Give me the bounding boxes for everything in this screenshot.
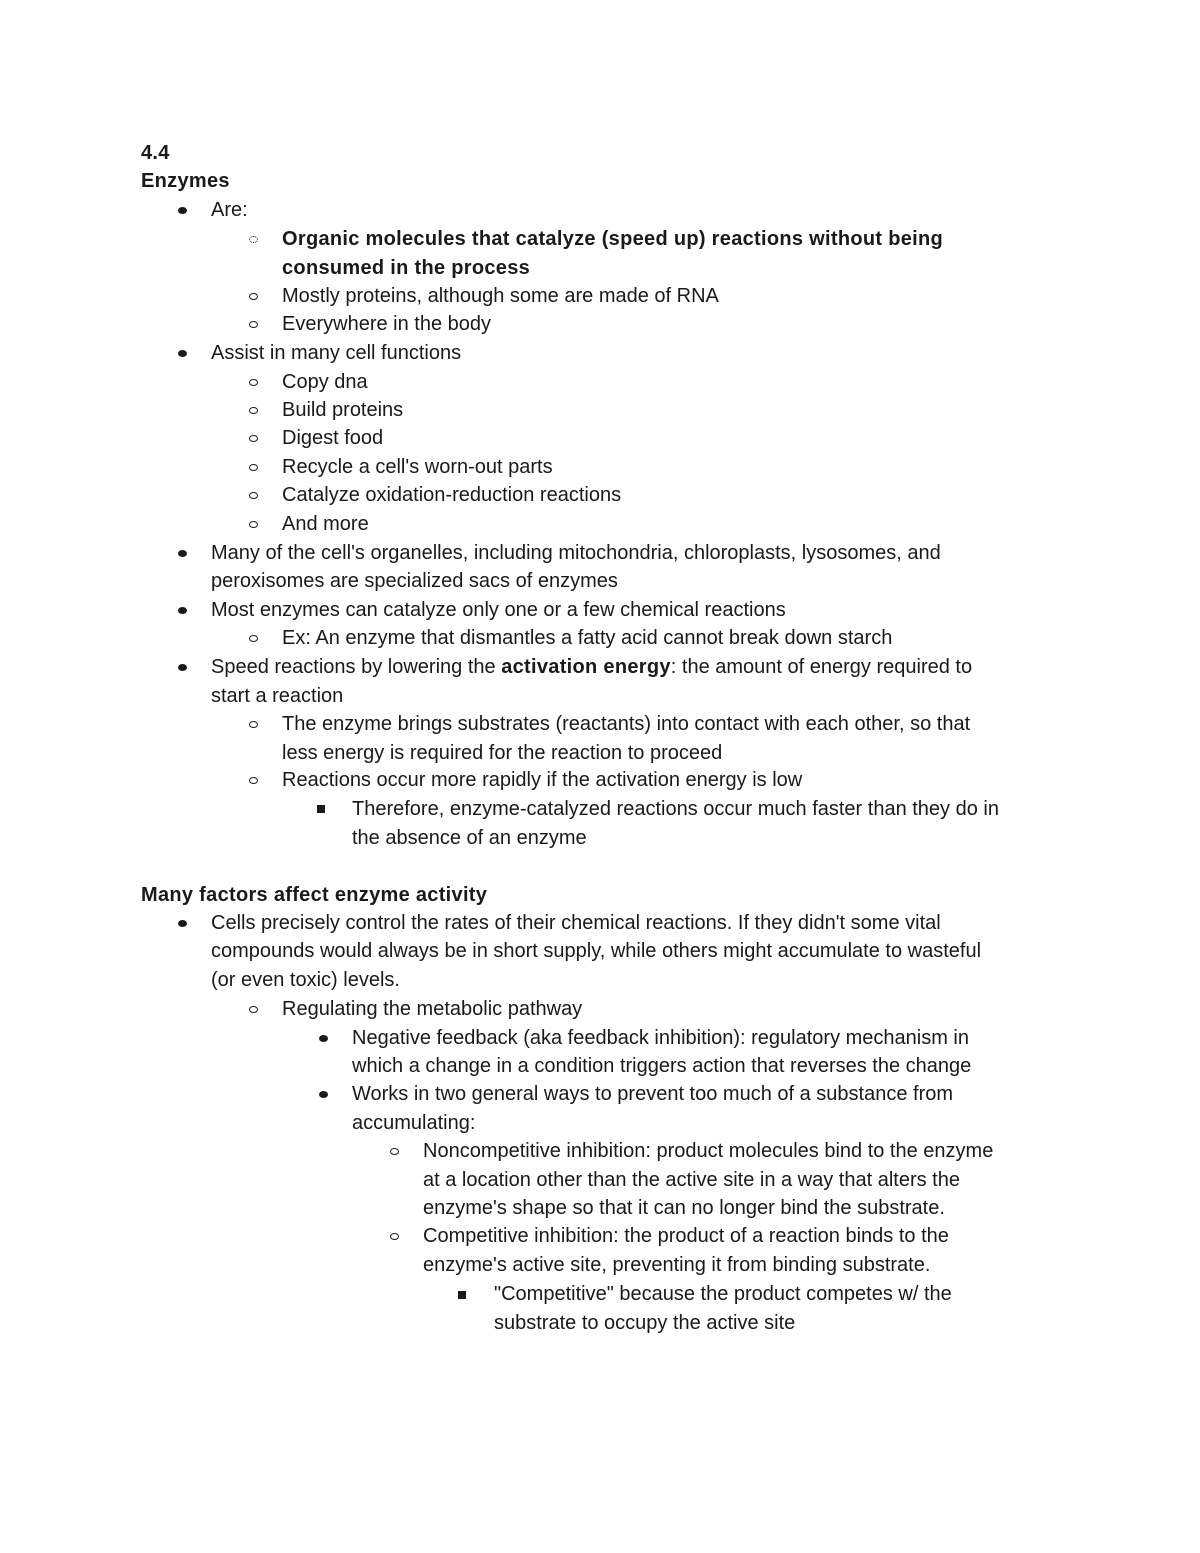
list-item-noncompetitive-cont: at a location other than the active site in a way that alters the (423, 1169, 960, 1191)
circle-bullet-icon (249, 293, 258, 300)
list-item-catalyze: Catalyze oxidation-reduction reactions (282, 484, 622, 506)
square-bullet-icon (458, 1291, 466, 1299)
list-item-and-more: And more (282, 513, 369, 535)
circle-bullet-icon (249, 1006, 258, 1013)
disc-bullet-icon (178, 207, 187, 214)
list-item-therefore-cont: the absence of an enzyme (352, 827, 587, 849)
list-item-competitive-why: "Competitive" because the product competes w/ the (494, 1283, 952, 1305)
list-item-noncompetitive: Noncompetitive inhibition: product molecules bind to the enzyme (423, 1140, 994, 1162)
circle-bullet-icon (249, 379, 258, 386)
circle-bullet-icon (249, 721, 258, 728)
list-item-digest-food: Digest food (282, 427, 384, 449)
list-item-most-enzymes: Most enzymes can catalyze only one or a few chemical reactions (211, 599, 786, 621)
list-item-cells-control: Cells precisely control the rates of their chemical reactions. If they didn't some vital (211, 912, 941, 934)
section-number: 4.4 (141, 142, 170, 164)
disc-bullet-icon (178, 664, 187, 671)
list-item-enzyme-brings-cont: less energy is required for the reaction to proceed (282, 742, 723, 764)
activation-energy-term: activation energy (501, 656, 671, 678)
circle-bullet-icon (249, 521, 258, 528)
list-item-works-two-ways: Works in two general ways to prevent too much of a substance from (352, 1083, 954, 1105)
list-item-assist: Assist in many cell functions (211, 342, 462, 364)
list-item-are: Are: (211, 199, 248, 221)
list-item-mostly-proteins: Mostly proteins, although some are made of RNA (282, 285, 719, 307)
speed-text-post: : the amount of energy required to (670, 656, 973, 678)
list-item-everywhere: Everywhere in the body (282, 313, 492, 335)
list-item-works-two-ways-cont: accumulating: (352, 1112, 476, 1134)
list-item-definition-cont: consumed in the process (282, 257, 531, 279)
list-item-speed-reactions (211, 653, 972, 682)
disc-bullet-icon (178, 350, 187, 357)
disc-bullet-icon (178, 607, 187, 614)
list-item-noncompetitive-cont2: enzyme's shape so that it can no longer bind the substrate. (423, 1197, 945, 1219)
circle-bullet-icon (390, 1233, 399, 1240)
list-item-competitive: Competitive inhibition: the product of a reaction binds to the (423, 1225, 949, 1247)
list-item-negative-feedback-cont: which a change in a condition triggers action that reverses the change (352, 1055, 972, 1077)
list-item-competitive-cont: enzyme's active site, preventing it from binding substrate. (423, 1254, 931, 1276)
list-item-example: Ex: An enzyme that dismantles a fatty acid cannot break down starch (282, 627, 893, 649)
list-item-cells-control-cont2: (or even toxic) levels. (211, 969, 400, 991)
list-item-competitive-why-cont: substrate to occupy the active site (494, 1312, 796, 1334)
list-item-definition: Organic molecules that catalyze (speed up) reactions without being (282, 228, 944, 250)
list-item-copy-dna: Copy dna (282, 371, 368, 393)
circle-bullet-icon (249, 777, 258, 784)
dotted-circle-bullet-icon (249, 236, 258, 243)
square-bullet-icon (317, 805, 325, 813)
list-item-speed-reactions-cont: start a reaction (211, 685, 344, 707)
circle-bullet-icon (249, 407, 258, 414)
circle-bullet-icon (249, 635, 258, 642)
list-item-enzyme-brings: The enzyme brings substrates (reactants) into contact with each other, so that (282, 713, 971, 735)
list-item-negative-feedback: Negative feedback (aka feedback inhibition): regulatory mechanism in (352, 1027, 970, 1049)
circle-bullet-icon (390, 1148, 399, 1155)
circle-bullet-icon (249, 321, 258, 328)
circle-bullet-icon (249, 464, 258, 471)
disc-bullet-icon (319, 1091, 328, 1098)
list-item-organelles: Many of the cell's organelles, including mitochondria, chloroplasts, lysosomes, and (211, 542, 941, 564)
list-item-therefore: Therefore, enzyme-catalyzed reactions occur much faster than they do in (352, 798, 999, 820)
list-item-reactions-occur: Reactions occur more rapidly if the activation energy is low (282, 769, 803, 791)
circle-bullet-icon (249, 492, 258, 499)
list-item-recycle: Recycle a cell's worn-out parts (282, 456, 553, 478)
disc-bullet-icon (178, 550, 187, 557)
list-item-cells-control-cont: compounds would always be in short supply, while others might accumulate to wasteful (211, 940, 982, 962)
disc-bullet-icon (178, 920, 187, 927)
section-heading-enzymes: Enzymes (141, 170, 230, 192)
list-item-organelles-cont: peroxisomes are specialized sacs of enzymes (211, 570, 618, 592)
circle-bullet-icon (249, 435, 258, 442)
section-heading-factors: Many factors affect enzyme activity (141, 884, 488, 906)
speed-text-pre: Speed reactions by lowering the (211, 656, 502, 678)
list-item-build-proteins: Build proteins (282, 399, 404, 421)
list-item-regulating: Regulating the metabolic pathway (282, 998, 583, 1020)
disc-bullet-icon (319, 1035, 328, 1042)
